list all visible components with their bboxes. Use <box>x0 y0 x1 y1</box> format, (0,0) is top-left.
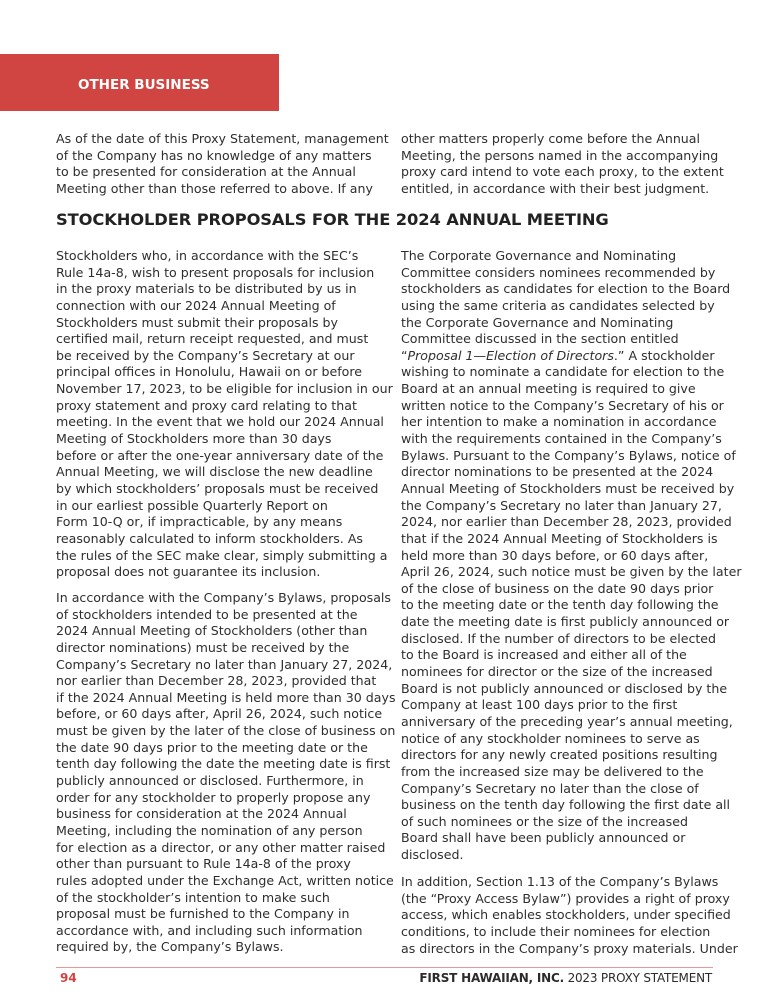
text-line: Form 10-Q or, if impracticable, by any means <box>56 514 343 530</box>
text-line: that if the 2024 Annual Meeting of Stockholders is <box>401 530 718 546</box>
text-line: be received by the Company’s Secretary at our <box>56 347 355 363</box>
text-line: Meeting of Stockholders more than 30 days <box>56 431 332 447</box>
text-line: 2024, nor earlier than December 28, 2023, provided <box>401 514 732 530</box>
right-paragraph-2 <box>401 874 738 957</box>
text-line: with the requirements contained in the Company’s <box>401 431 722 447</box>
text-line: Stockholders who, in accordance with the SEC’s <box>56 248 359 263</box>
text-line: in the proxy materials to be distributed by us in <box>56 281 357 297</box>
text-line: as directors in the Company’s proxy materials. Under <box>401 940 738 956</box>
text-line: Committee discussed in the section entitled <box>401 331 679 347</box>
document-title <box>419 971 712 985</box>
text-line: disclosed. <box>401 847 464 863</box>
text-line: Company at least 100 days prior to the first <box>401 697 678 713</box>
text-line: Meeting, including the nomination of any person <box>56 822 363 838</box>
text-line: to the Board is increased and either all of the <box>401 647 687 663</box>
text-line: principal offices in Honolulu, Hawaii on or before <box>56 364 363 380</box>
text-line: the Company’s Secretary no later than January 27, <box>401 497 722 513</box>
left-paragraph-1 <box>56 248 393 581</box>
text-line: 2024 Annual Meeting of Stockholders (other than <box>56 623 368 639</box>
text-line: business for consideration at the 2024 Annual <box>56 806 347 822</box>
text-line: In accordance with the Company’s Bylaws, proposals <box>56 590 391 605</box>
text-line: using the same criteria as candidates selected by <box>401 297 715 313</box>
text-line: reasonably calculated to inform stockholders. As <box>56 530 363 546</box>
text-line: nominees for director or the size of the increased <box>401 664 713 680</box>
text-line: to the meeting date or the tenth day following the <box>401 597 719 613</box>
text-line: certified mail, return receipt requested, and must <box>56 331 369 347</box>
text-line: director nominations to be presented at the 2024 <box>401 464 714 480</box>
page-number: 94 <box>60 971 77 985</box>
text-line: Annual Meeting, we will disclose the new deadline <box>56 464 373 480</box>
text-line: Company’s Secretary no later than the close of <box>401 780 699 796</box>
text-line: November 17, 2023, to be eligible for inclusion in our <box>56 381 393 397</box>
text-line: Board shall have been publicly announced or <box>401 830 686 846</box>
text-line: business on the tenth day following the first date all <box>401 797 731 813</box>
text-line-with-reference <box>401 348 721 365</box>
text-line: connection with our 2024 Annual Meeting of <box>56 297 336 313</box>
text-line: Bylaws. Pursuant to the Company’s Bylaws, notice of <box>401 447 736 463</box>
text-line: Meeting other than those referred to above. If any <box>56 180 373 196</box>
text-line: April 26, 2024, such notice must be given by the later <box>401 564 742 580</box>
text-line: of the close of business on the date 90 days prior <box>401 580 714 596</box>
text-line: publicly announced or disclosed. Furthermore, in <box>56 773 364 789</box>
text-line: Annual Meeting of Stockholders must be received by <box>401 480 735 496</box>
document-name: 2023 PROXY STATEMENT <box>563 971 712 985</box>
text-line: meeting. In the event that we hold our 2024 Annual <box>56 414 384 430</box>
text-line: in our earliest possible Quarterly Report on <box>56 497 328 513</box>
text-line: Company’s Secretary no later than January 27, 2024, <box>56 656 393 672</box>
text-line: proxy statement and proxy card relating to that <box>56 397 357 413</box>
text-line: held more than 30 days before, or 60 days after, <box>401 547 709 563</box>
text-line: the rules of the SEC make clear, simply submitting a <box>56 547 388 563</box>
company-name: FIRST HAWAIIAN, INC. <box>419 971 564 985</box>
text-line: Rule 14a-8, wish to present proposals for inclusion <box>56 264 375 280</box>
text-line: entitled, in accordance with their best judgment. <box>401 180 710 196</box>
text-line: order for any stockholder to properly propose any <box>56 789 371 805</box>
other-business-right-column <box>401 131 724 198</box>
text-line: access, which enables stockholders, under specified <box>401 907 731 923</box>
text-line: accordance with, and including such information <box>56 922 363 938</box>
text-line: to be presented for consideration at the Annual <box>56 164 356 180</box>
text-line: must be given by the later of the close of business on <box>56 723 396 739</box>
text-line: Board at an annual meeting is required to give <box>401 381 696 397</box>
text-line: other than pursuant to Rule 14a-8 of the proxy <box>56 856 351 872</box>
footer-divider <box>56 967 713 968</box>
text-line: before, or 60 days after, April 26, 2024, such notice <box>56 706 383 722</box>
text-line: of the Company has no knowledge of any matters <box>56 147 372 163</box>
text-line: of such nominees or the size of the increased <box>401 813 688 829</box>
reference-trailing-text: .” A stockholder <box>613 347 715 363</box>
section-reference: Proposal 1—Election of Directors <box>407 347 614 363</box>
text-line: proposal does not guarantee its inclusion. <box>56 564 321 580</box>
text-line: Board is not publicly announced or disclosed by the <box>401 680 728 696</box>
text-line: notice of any stockholder nominees to serve as <box>401 730 700 746</box>
text-line: other matters properly come before the Annual <box>401 131 701 146</box>
page-heading: STOCKHOLDER PROPOSALS FOR THE 2024 ANNUAL MEETING <box>56 210 609 229</box>
open-quote: “ <box>401 347 408 363</box>
text-line: Stockholders must submit their proposals by <box>56 314 338 330</box>
text-line: for election as a director, or any other matter raised <box>56 839 386 855</box>
text-line: disclosed. If the number of directors to be elected <box>401 630 717 646</box>
text-line: the date 90 days prior to the meeting date or the <box>56 739 368 755</box>
text-line: written notice to the Company’s Secretary of his or <box>401 397 724 413</box>
text-line: conditions, to include their nominees for election <box>401 923 711 939</box>
text-line: The Corporate Governance and Nominating <box>401 248 677 263</box>
text-line: wishing to nominate a candidate for election to the <box>401 364 725 380</box>
text-line: tenth day following the date the meeting date is first <box>56 756 391 772</box>
text-line: director nominations) must be received by the <box>56 639 350 655</box>
text-line: of the stockholder’s intention to make such <box>56 889 330 905</box>
text-line: (the “Proxy Access Bylaw”) provides a right of proxy <box>401 890 730 906</box>
left-paragraph-2 <box>56 590 396 956</box>
text-line: As of the date of this Proxy Statement, management <box>56 131 389 146</box>
text-line: before or after the one-year anniversary date of the <box>56 447 384 463</box>
text-line: proposal must be furnished to the Company in <box>56 906 350 922</box>
text-line: Meeting, the persons named in the accompanying <box>401 147 719 163</box>
text-line: by which stockholders’ proposals must be received <box>56 480 379 496</box>
text-line: from the increased size may be delivered to the <box>401 763 704 779</box>
right-paragraph-1 <box>401 248 742 864</box>
text-line: nor earlier than December 28, 2023, provided that <box>56 673 377 689</box>
text-line: proxy card intend to vote each proxy, to the extent <box>401 164 724 180</box>
text-line: her intention to make a nomination in accordance <box>401 414 717 430</box>
text-line: rules adopted under the Exchange Act, written notice <box>56 872 394 888</box>
text-line: In addition, Section 1.13 of the Company’s Bylaws <box>401 874 719 889</box>
text-line: directors for any newly created positions resulting <box>401 747 718 763</box>
text-line: the Corporate Governance and Nominating <box>401 314 674 330</box>
text-line: date the meeting date is first publicly announced or <box>401 614 730 630</box>
text-line: stockholders as candidates for election to the Board <box>401 281 731 297</box>
text-line: required by, the Company’s Bylaws. <box>56 939 284 955</box>
section-title: OTHER BUSINESS <box>78 77 210 93</box>
text-line: of stockholders intended to be presented at the <box>56 606 358 622</box>
text-line: if the 2024 Annual Meeting is held more than 30 days <box>56 689 396 705</box>
other-business-left-column <box>56 131 389 198</box>
text-line: Committee considers nominees recommended by <box>401 264 716 280</box>
text-line: anniversary of the preceding year’s annual meeting, <box>401 713 733 729</box>
